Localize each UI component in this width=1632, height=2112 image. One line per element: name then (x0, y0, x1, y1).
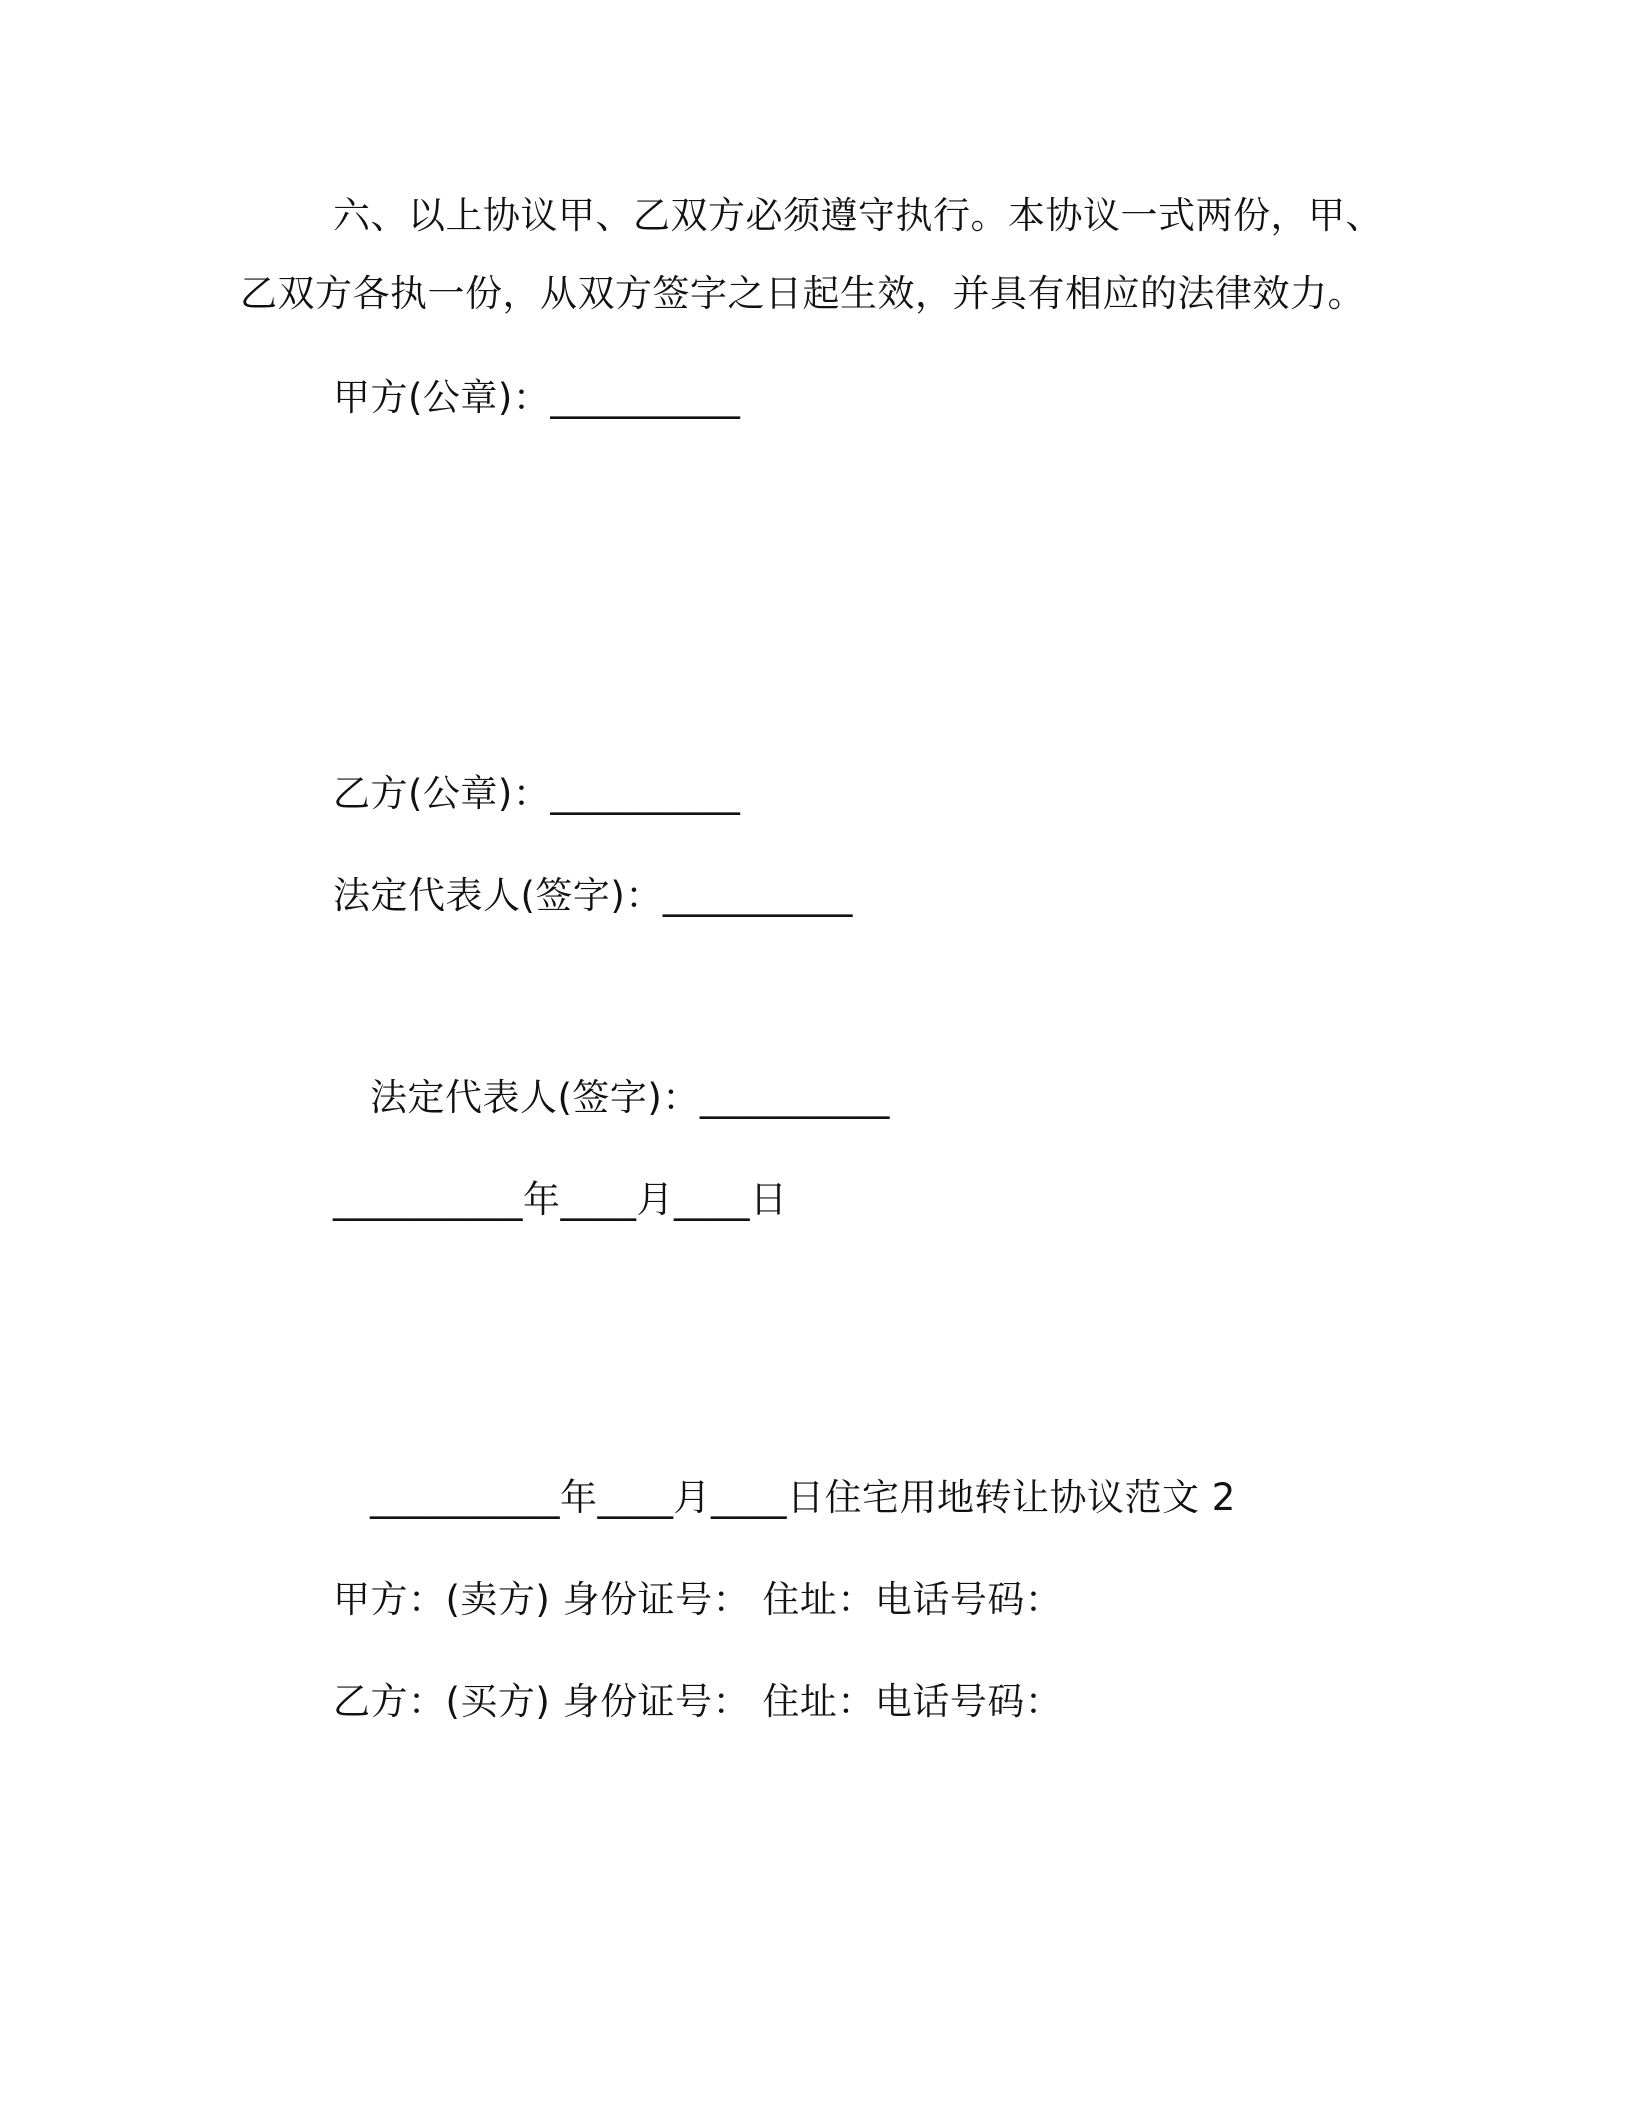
clause-six-line-1: 六、以上协议甲、乙双方必须遵守执行。本协议一式两份，甲、 (333, 194, 1383, 237)
party-a-seller-info: 甲方：(卖方) 身份证号： 住址：电话号码： (333, 1578, 1063, 1621)
party-b-buyer-info: 乙方：(买方) 身份证号： 住址：电话号码： (333, 1680, 1063, 1723)
party-a-seal-line: 甲方(公章)：__________ (333, 376, 741, 419)
legal-representative-line-2: 法定代表人(签字)：__________ (370, 1076, 890, 1119)
signature-date-line: __________年____月____日 (333, 1178, 788, 1221)
legal-representative-line-1: 法定代表人(签字)：__________ (333, 874, 853, 917)
clause-six-line-2: 乙双方各执一份，从双方签字之日起生效，并具有相应的法律效力。 (240, 272, 1365, 315)
sample-two-title: __________年____月____日住宅用地转让协议范文 2 (370, 1476, 1236, 1519)
party-b-seal-line: 乙方(公章)：__________ (333, 772, 741, 815)
